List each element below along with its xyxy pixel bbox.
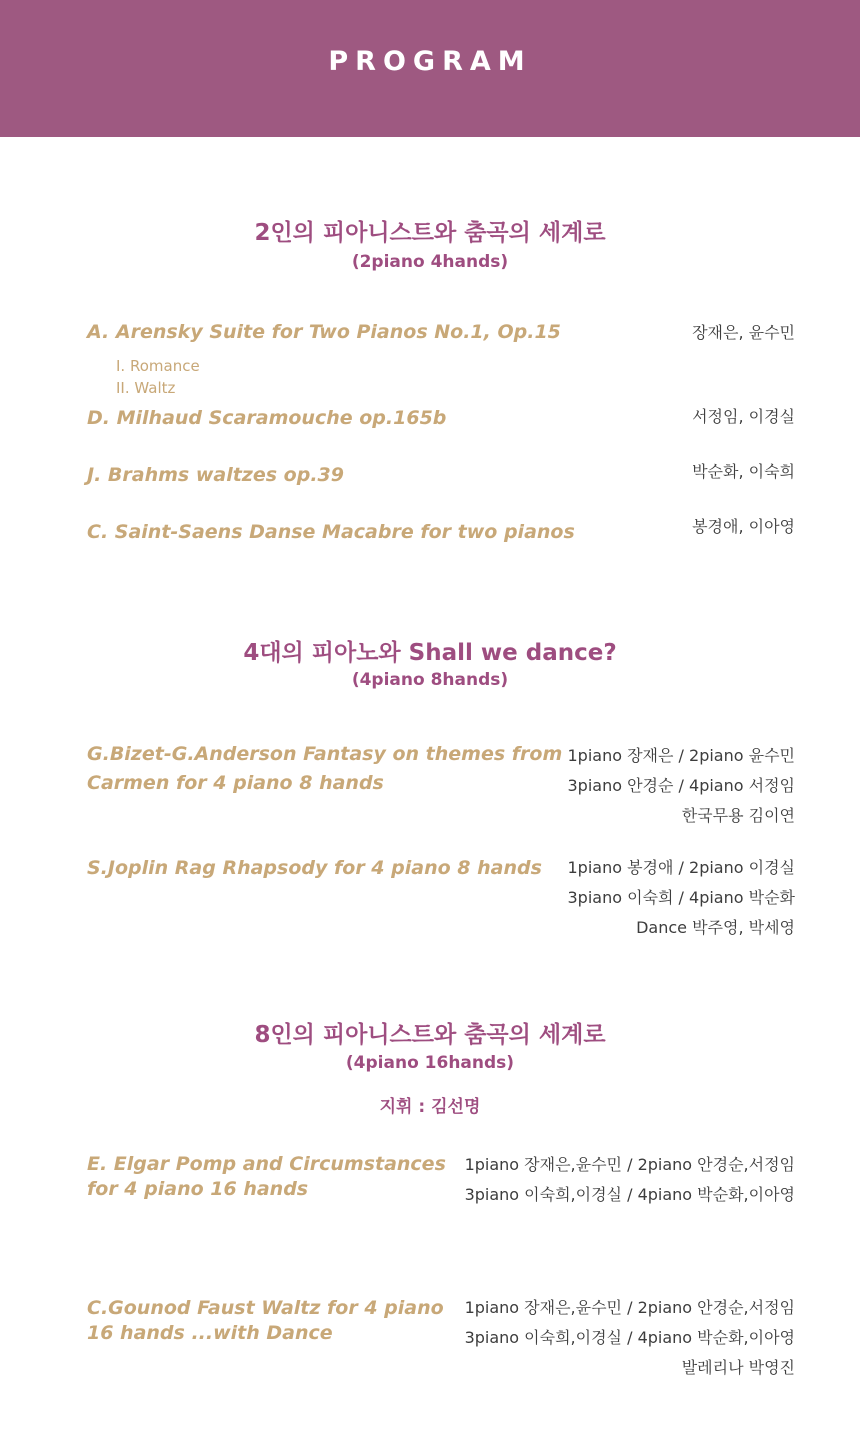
piece-title: A. Arensky Suite for Two Pianos No.1, Op.15 [87,321,561,343]
performer-line: 1piano 장재은,윤수민 / 2piano 안경순,서정임 [464,1155,795,1174]
piece-title-line: G.Bizet-G.Anderson Fantasy on themes from [87,743,563,765]
performers [692,512,795,542]
performers [465,1293,795,1383]
piece-title-line: 16 hands ...with Dance [87,1322,333,1344]
performers [692,318,795,348]
performer-line: 3piano 이숙희,이경실 / 4piano 박순화,이아영 [464,1185,795,1204]
piece-title-line: C.Gounod Faust Waltz for 4 piano [87,1297,444,1319]
piece-title [87,1152,446,1202]
piece-title: J. Brahms waltzes op.39 [87,464,344,486]
section-subtitle: (4piano 8hands) [351,670,509,690]
movement: I. Romance [116,357,200,375]
performer-line: 박순화, 이숙희 [692,462,795,481]
performer-line: 봉경애, 이아영 [692,517,795,536]
section-subtitle: (2piano 4hands) [351,252,509,272]
section-title: 4대의 피아노와 Shall we dance? [243,640,617,666]
performer-line: 한국무용 김이연 [681,806,795,825]
performer-line: 서정임, 이경실 [692,407,795,426]
piece-title: S.Joplin Rag Rhapsody for 4 piano 8 hands [87,857,542,879]
performer-line: Dance 박주영, 박세영 [636,918,795,937]
page-title: PROGRAM [328,46,532,77]
program-header [0,0,860,137]
piece-title-line: for 4 piano 16 hands [87,1178,309,1200]
piece-title: C. Saint-Saens Danse Macabre for two pianos [87,521,575,543]
performer-line: 3piano 안경순 / 4piano 서정임 [567,776,795,795]
performers [692,402,795,432]
performer-line: 발레리나 박영진 [681,1358,795,1377]
section-title: 2인의 피아니스트와 춤곡의 세계로 [254,220,606,246]
performer-line: 1piano 봉경애 / 2piano 이경실 [567,858,795,877]
performers [692,457,795,487]
performers [465,1150,795,1210]
performer-line: 3piano 이숙희,이경실 / 4piano 박순화,이아영 [464,1328,795,1347]
performer-line: 장재은, 윤수민 [692,323,795,342]
performer-line: 3piano 이숙희 / 4piano 박순화 [567,888,795,907]
performers [567,741,795,831]
piece-title-line: E. Elgar Pomp and Circumstances [87,1153,446,1175]
performer-line: 1piano 장재은 / 2piano 윤수민 [567,746,795,765]
section-subtitle: (4piano 16hands) [345,1053,515,1073]
performer-line: 1piano 장재은,윤수민 / 2piano 안경순,서정임 [464,1298,795,1317]
piece-title: D. Milhaud Scaramouche op.165b [87,407,447,429]
piece-title [87,740,562,798]
piece-title-line: Carmen for 4 piano 8 hands [87,772,384,794]
section-title: 8인의 피아니스트와 춤곡의 세계로 [254,1022,606,1048]
movement: II. Waltz [116,379,176,397]
conductor: 지휘 : 김선명 [379,1097,481,1117]
performers [567,853,795,943]
piece-title [87,1296,444,1346]
